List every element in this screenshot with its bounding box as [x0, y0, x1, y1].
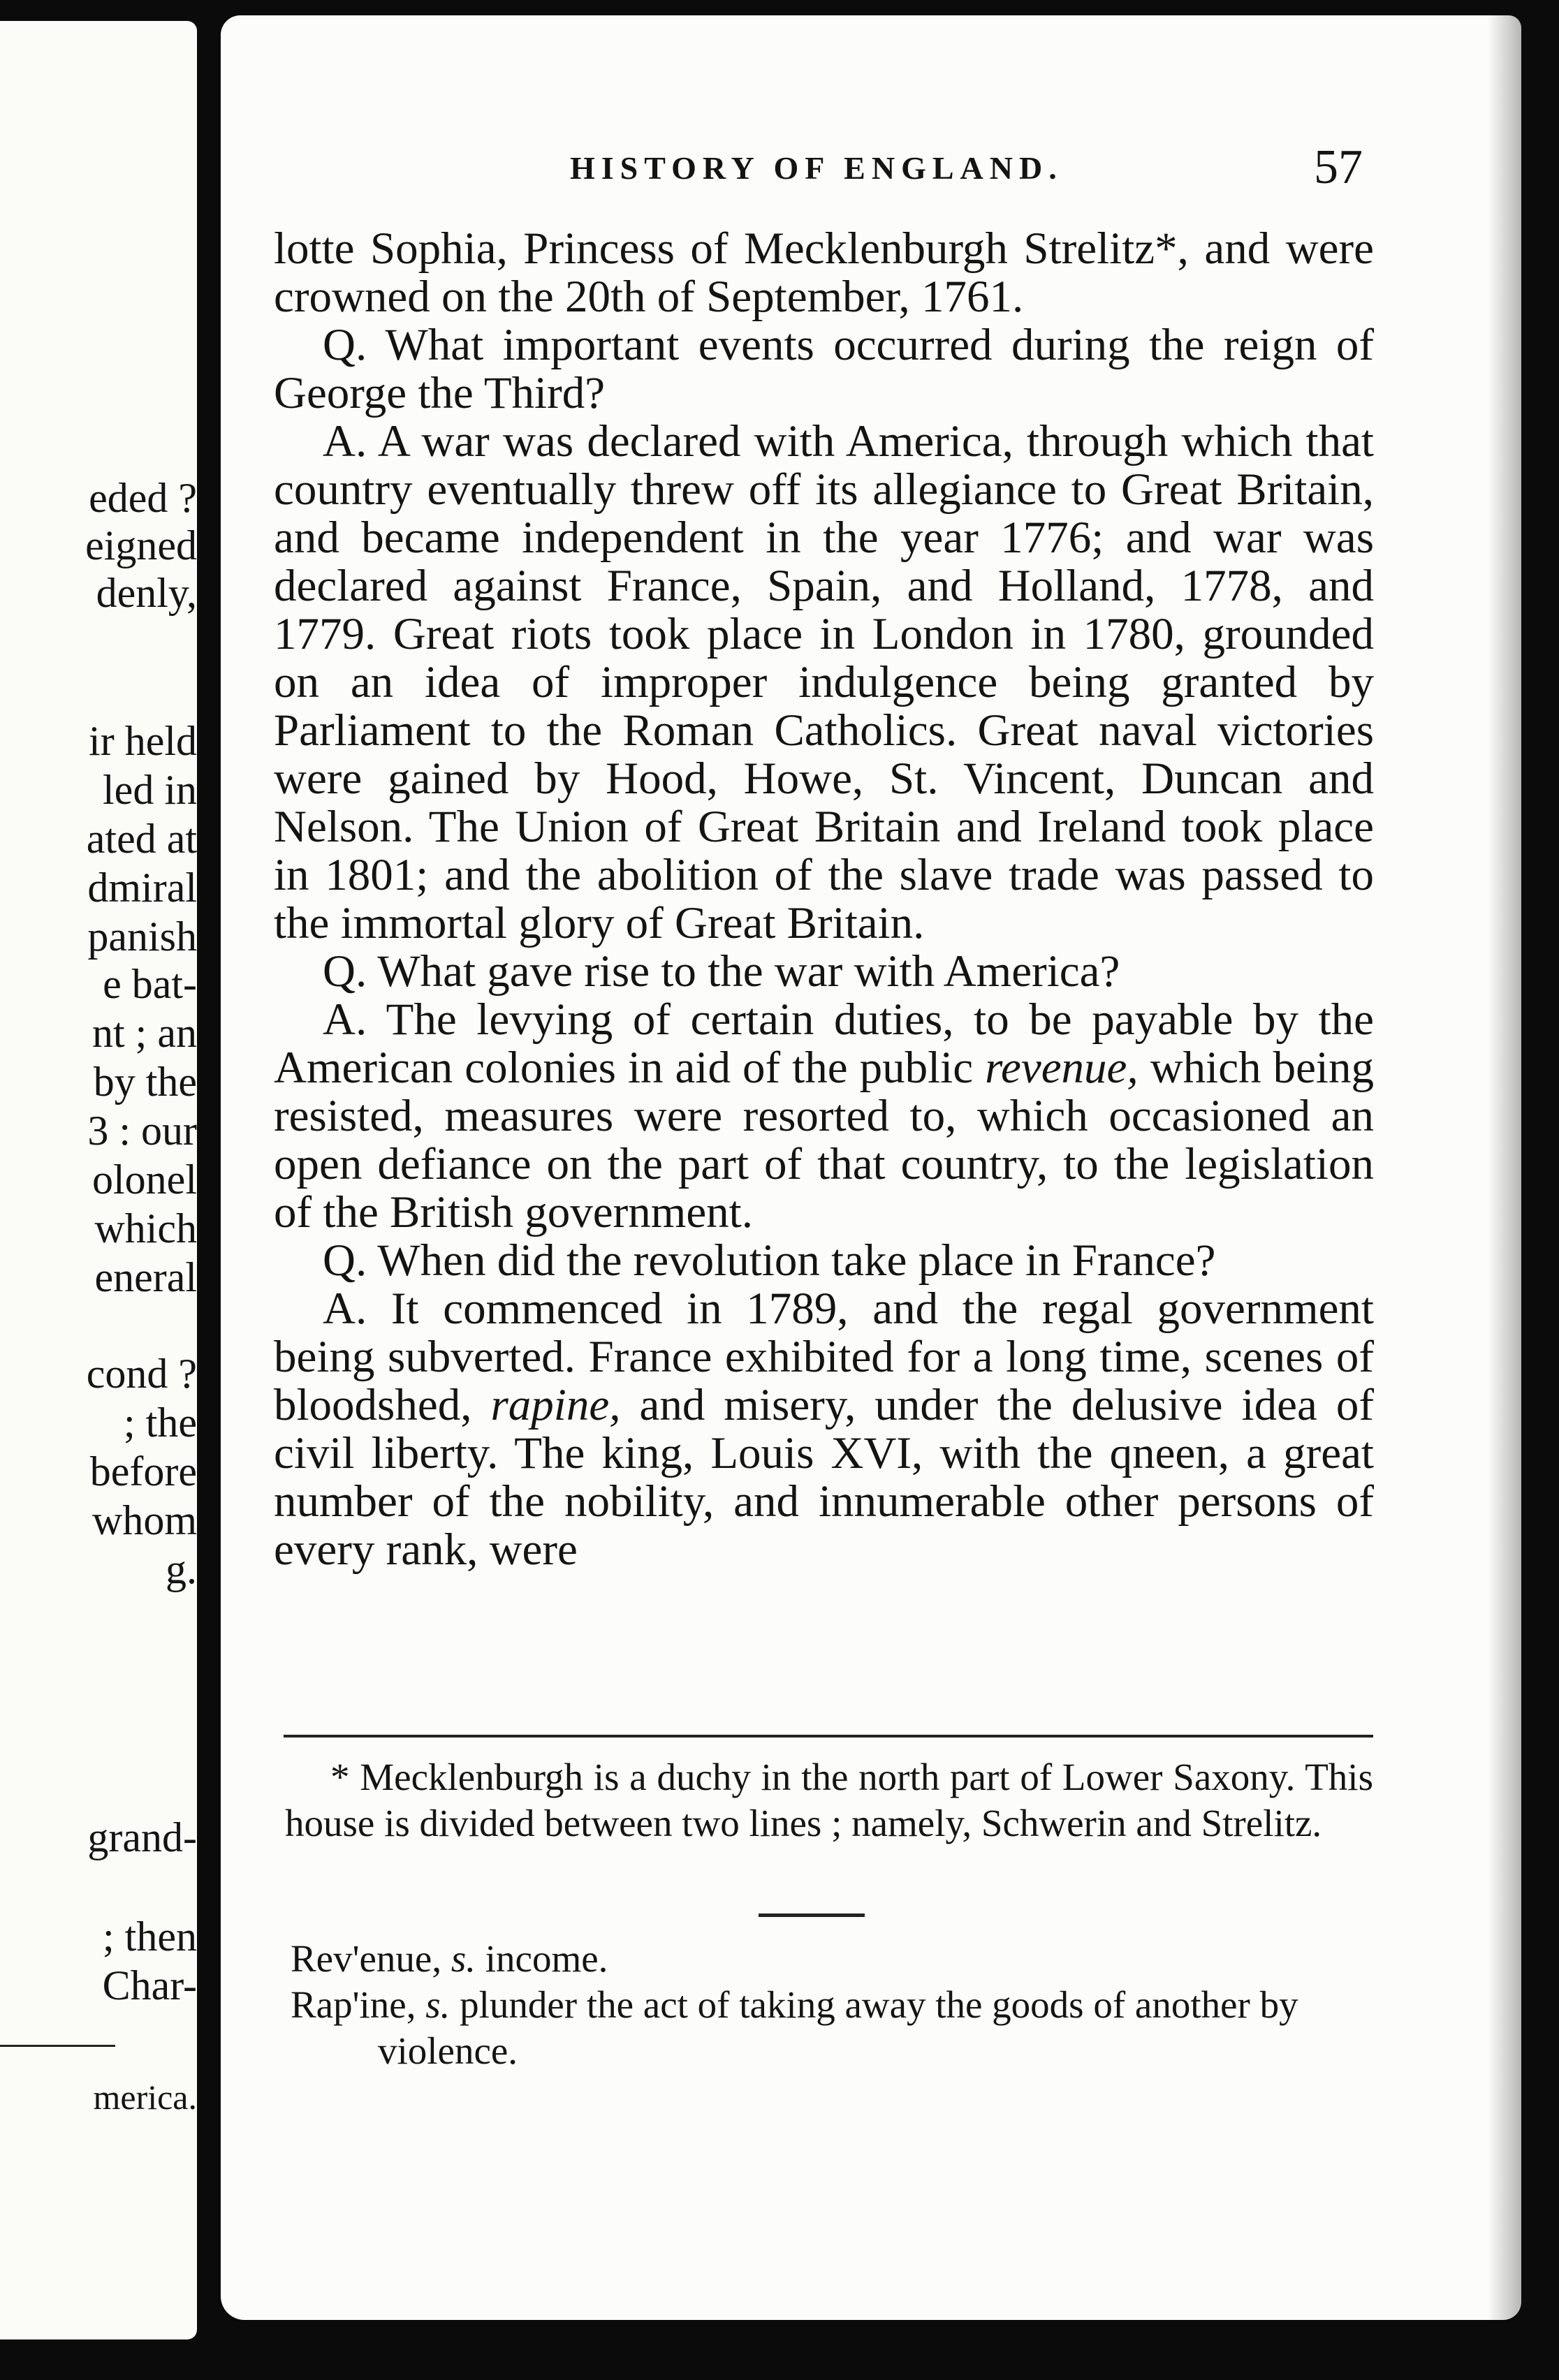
- glossary-pos: s.: [425, 1983, 451, 2026]
- left-line: eneral: [94, 1254, 197, 1300]
- left-line: dmiral: [87, 865, 197, 911]
- body-text: [274, 225, 1374, 1574]
- left-line: merica.: [93, 2078, 197, 2117]
- left-line: cond ?: [86, 1351, 197, 1397]
- answer-text: which being resisted, measures were resorted to, which occasioned an open defiance on the part of that country, to the legislation of the British government.: [274, 1043, 1374, 1237]
- left-line: eded ?: [89, 475, 197, 521]
- left-line: nt ; an: [92, 1010, 197, 1056]
- glossary-definition: plunder the act of taking away the goods of another by violence.: [378, 1983, 1298, 2072]
- glossary-rule: [759, 1913, 865, 1917]
- answer: [274, 1285, 1374, 1574]
- left-line: e bat-: [103, 961, 197, 1007]
- left-line: ated at: [86, 816, 197, 862]
- answer: [274, 996, 1374, 1237]
- book-page: [221, 15, 1521, 2320]
- page-number: 57: [1314, 140, 1363, 194]
- glossary-term: Rap'ine,: [291, 1983, 416, 2026]
- left-line: whom: [92, 1497, 197, 1543]
- answer-text: A. The levying of certain duties, to be payable by the American colonies in aid of the public: [274, 994, 1374, 1093]
- left-line: before: [89, 1448, 197, 1494]
- left-line: led in: [103, 767, 197, 813]
- left-line: 3 : our: [87, 1108, 197, 1154]
- glossary-term: Rev'enue,: [291, 1937, 442, 1980]
- italic-term: rapine,: [490, 1380, 621, 1430]
- left-line: grand-: [87, 1814, 197, 1860]
- page-header: [221, 140, 1521, 196]
- left-line: by the: [93, 1059, 197, 1105]
- footnote-rule: [284, 1735, 1373, 1738]
- glossary: [291, 1936, 1380, 2074]
- running-title: HISTORY OF ENGLAND.: [570, 150, 1063, 186]
- left-line: eigned: [85, 522, 197, 568]
- left-line: which: [94, 1205, 197, 1251]
- paragraph: lotte Sophia, Princess of Mecklenburgh Strelitz*, and were crowned on the 20th of September, 1761.: [274, 223, 1374, 322]
- answer-text: A. It commenced in 1789, and the regal government being subverted. France exhibited for a long time, scenes of bloodshed,: [274, 1284, 1374, 1430]
- left-line: ir held: [89, 718, 197, 764]
- answer: A. A war was declared with America, through which that country eventually threw off its allegiance to Great Britain, and became independent in the year 1776; and war was declared against France, Spain, and Holland, 1778, and 1779. Great riots took place in London in 1780, grounded on an idea of improper indulgence being granted by Parliament to the Roman Catholics. Great naval victories were gained by Hood, Howe, St. Vincent, Duncan and Nelson. The Union of Great Britain and Ireland took place in 1801; and the abolition of the slave trade was passed to the immortal glory of Great Britain.: [274, 416, 1374, 948]
- page-edge-shadow: [1488, 15, 1521, 2320]
- question: Q. What gave rise to the war with America?: [323, 946, 1120, 997]
- question: Q. When did the revolution take place in France?: [323, 1235, 1216, 1286]
- answer-text: and misery, under the delusive idea of civil liberty. The king, Louis XVI, with the qneen, a great number of the nobility, and innumerable other persons of every rank, were: [274, 1380, 1374, 1575]
- left-line: ; then: [103, 1913, 197, 1960]
- left-footnote-rule: [0, 2045, 115, 2047]
- question: Q. What important events occurred during the reign of George the Third?: [274, 320, 1374, 418]
- glossary-entry: [291, 1936, 1380, 1982]
- footnote-text: * Mecklenburgh is a duchy in the north part of Lower Saxony. This house is divided between two lines ; namely, Schwerin and Strelitz.: [285, 1756, 1373, 1844]
- glossary-definition: income.: [485, 1937, 608, 1980]
- left-line: ; the: [124, 1400, 197, 1446]
- left-line: g.: [166, 1546, 197, 1592]
- glossary-pos: s.: [451, 1937, 476, 1980]
- left-line: Char-: [102, 1962, 197, 2008]
- left-line: panish: [87, 913, 197, 960]
- left-line: denly,: [96, 570, 197, 616]
- left-page-fragment: [0, 21, 197, 2339]
- footnote: [285, 1754, 1373, 1846]
- glossary-entry: [291, 1982, 1380, 2074]
- left-line: olonel: [92, 1156, 197, 1203]
- italic-term: revenue,: [985, 1043, 1139, 1093]
